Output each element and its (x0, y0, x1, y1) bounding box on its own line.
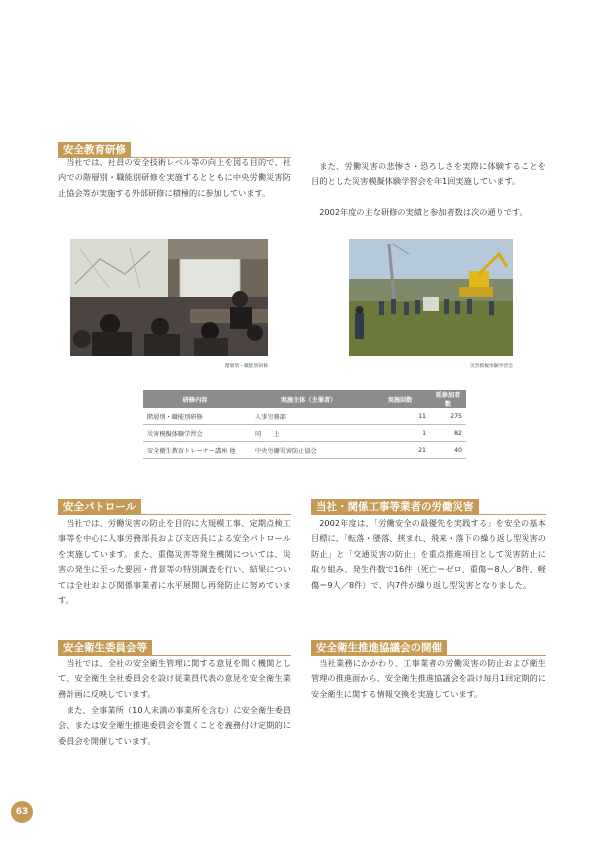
simulation-photo-caption: 災害模擬体験学習会 (469, 364, 513, 369)
table-header-row (143, 390, 466, 408)
table-header-participants: 延参加者数 (430, 390, 466, 408)
education-paragraph-1: 当社では、社員の安全技術レベル等の向上を図る目的で、社内での階層別・職能別研修を実施するとともに中央労働災害防止協会等が実施する外部研修に積極的に参加しています。 (58, 157, 291, 198)
table-header-organizer: 実施主体（主催者） (247, 390, 370, 408)
training-photo (70, 239, 268, 356)
table-cell-course: 階層別・職能別研修 (143, 408, 247, 425)
training-photo-caption: 階層別・職能別研修 (224, 364, 268, 369)
simulation-photo (349, 239, 513, 356)
accidents-heading: 当社・関係工事等業者の労働災害 (311, 499, 479, 515)
education-paragraph-2: また、労働災害の悲惨さ・恐ろしさを実際に体験することを目的とした災害模擬体験学習会を年1回実施しています。 (311, 161, 546, 187)
committee-paragraph-1: 当社では、全社の安全衛生管理に関する意見を聞く機関として、安全衛生全社委員会を設け従業員代表の意見を安全衛生業務計画に反映しています。 (58, 658, 291, 699)
patrol-heading-rule (58, 514, 291, 515)
simulation-photo-image (349, 239, 513, 356)
training-photo-image (70, 239, 268, 356)
education-heading: 安全教育研修 (58, 142, 131, 158)
table-cell-participants: 40 (430, 442, 466, 459)
table-header-course: 研修内容 (143, 390, 247, 408)
table-cell-organizer: 中央労働災害防止協会 (247, 442, 370, 459)
education-paragraph-3: 2002年度の主な研修の実績と参加者数は次の通りです。 (319, 207, 528, 217)
table-cell-course: 安全衛生教育トレーナー講座 他 (143, 442, 247, 459)
council-paragraph: 当社業務にかかわり、工事業者の労働災害の防止および衛生管理の推進面から、安全衛生推進協議会を設け毎月1回定期的に安全衛生に関する情報交換を実施しています。 (311, 658, 546, 699)
table-cell-participants: 275 (430, 408, 466, 425)
table-row (143, 408, 466, 425)
table-cell-organizer: 人事労務部 (247, 408, 370, 425)
committee-paragraph-2: また、全事業所（10人未満の事業所を含む）に安全衛生委員会、または安全衛生推進委員会を置くことを義務付け定期的に委員会を開催しています。 (58, 705, 291, 746)
patrol-paragraph: 当社では、労働災害の防止を目的に大規模工事、定期点検工事等を中心に人事労務部長および支店長による安全パトロールを実施しています。また、重傷災害等発生機関については、災害の発生に至った要因・背景等の特別調査を行い、結果については全社および関係事業者に水平展開し再発防止に努めています。 (58, 518, 291, 606)
table-row (143, 442, 466, 459)
table-cell-organizer: 同 上 (247, 425, 370, 442)
table-cell-participants: 82 (430, 425, 466, 442)
table-header-count: 実施回数 (370, 390, 430, 408)
table-row (143, 425, 466, 442)
committee-heading: 安全衛生委員会等 (58, 640, 152, 656)
patrol-heading: 安全パトロール (58, 499, 141, 515)
table-cell-count: 21 (370, 442, 430, 459)
council-heading: 安全衛生推進協議会の開催 (311, 640, 447, 656)
page-number: 63 (11, 801, 33, 823)
table-cell-count: 11 (370, 408, 430, 425)
training-results-table (143, 390, 466, 459)
accidents-heading-rule (311, 514, 546, 515)
table-cell-course: 災害模擬体験学習会 (143, 425, 247, 442)
accidents-paragraph: 2002年度は、「労働安全の最優先を実践する」を安全の基本目標に、「転落・墜落、挟まれ、飛来・落下の繰り返し型災害の防止」と「交通災害の防止」を重点推進項目として災害防止に取り組み、発生件数で16件（死亡＝ゼロ、重傷＝8人／8件、軽傷＝9人／8件）で、内7件が繰り返し型災害となりました。 (311, 518, 546, 590)
table-cell-count: 1 (370, 425, 430, 442)
